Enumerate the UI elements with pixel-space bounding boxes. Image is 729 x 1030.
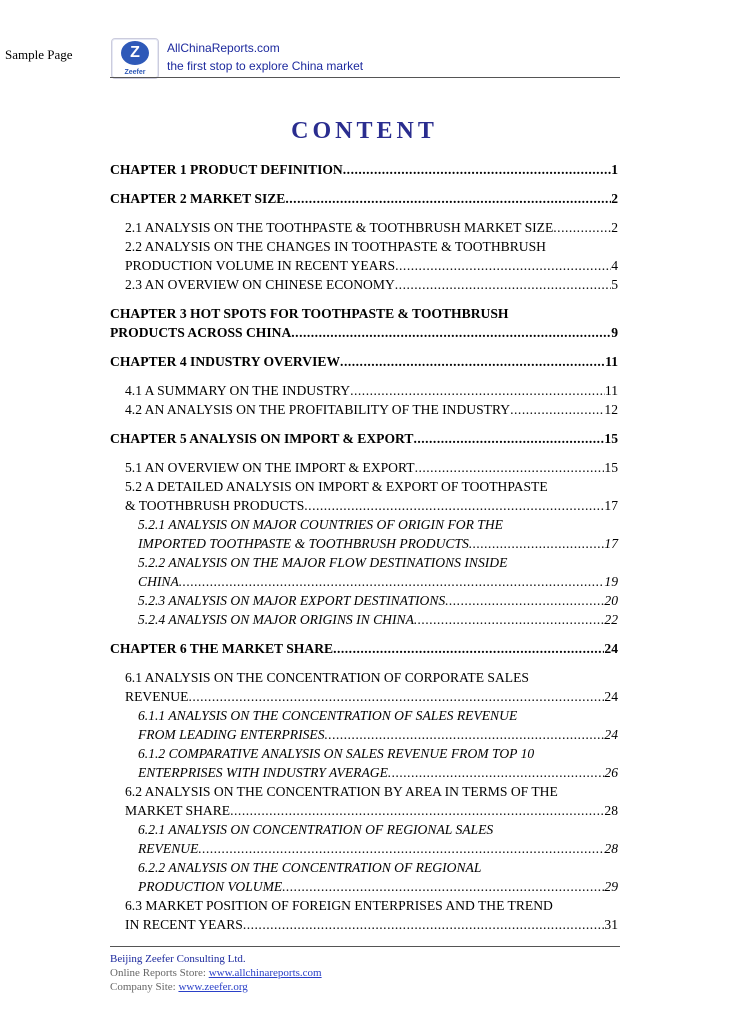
toc-entry-text: 5.2.4 ANALYSIS ON MAJOR ORIGINS IN CHINA: [138, 612, 414, 627]
toc-entry-text: 5.1 AN OVERVIEW ON THE IMPORT & EXPORT: [125, 460, 415, 475]
toc-entry-text: 5.2.2 ANALYSIS ON THE MAJOR FLOW DESTINATIONS INSIDE: [138, 555, 508, 570]
toc-entry-text: PRODUCTION VOLUME IN RECENT YEARS: [125, 258, 396, 273]
toc-dot-leader: [445, 591, 604, 610]
toc-dot-leader: [343, 160, 611, 179]
table-of-contents: [110, 160, 618, 934]
toc-entry[interactable]: [110, 352, 618, 371]
footer-store-label: Online Reports Store:: [110, 967, 209, 979]
toc-entry-text: 6.2.1 ANALYSIS ON CONCENTRATION OF REGIONAL SALES: [138, 822, 494, 837]
toc-page-number: 11: [604, 383, 618, 398]
toc-page-number: 24: [604, 689, 618, 704]
toc-entry-text: CHAPTER 2 MARKET SIZE: [110, 191, 286, 206]
toc-entry[interactable]: [110, 820, 618, 858]
sample-page-label: Sample Page: [5, 47, 73, 62]
toc-entry[interactable]: [110, 591, 618, 610]
logo-z-icon: Z: [121, 41, 149, 65]
toc-entry[interactable]: [110, 275, 618, 294]
toc-page-number: 17: [604, 536, 618, 551]
toc-entry-text: 6.2.2 ANALYSIS ON THE CONCENTRATION OF REGIONAL: [138, 860, 482, 875]
toc-dot-leader: [291, 323, 611, 342]
toc-entry[interactable]: [110, 553, 618, 591]
toc-dot-leader: [188, 687, 604, 706]
toc-entry[interactable]: [110, 610, 618, 629]
toc-dot-leader: [325, 725, 605, 744]
toc-page-number: 17: [604, 498, 618, 513]
footer-company: Beijing Zeefer Consulting Ltd.: [110, 953, 246, 965]
toc-dot-leader: [340, 352, 605, 371]
toc-entry-text: CHINA: [138, 574, 179, 589]
footer-site-label: Company Site:: [110, 981, 179, 993]
site-tagline: the first stop to explore China market: [167, 59, 364, 73]
toc-page-number: 31: [604, 917, 618, 932]
toc-dot-leader: [282, 877, 604, 896]
toc-entry-text: 4.1 A SUMMARY ON THE INDUSTRY: [125, 383, 351, 398]
toc-page-number: 28: [604, 841, 618, 856]
toc-dot-leader: [395, 256, 611, 275]
toc-page-number: 22: [604, 612, 618, 627]
toc-entry[interactable]: [110, 668, 618, 706]
toc-entry-text: REVENUE: [125, 689, 189, 704]
toc-entry-text: REVENUE: [138, 841, 199, 856]
toc-dot-leader: [304, 496, 604, 515]
toc-entry-text: CHAPTER 5 ANALYSIS ON IMPORT & EXPORT: [110, 431, 414, 446]
toc-dot-leader: [415, 458, 605, 477]
toc-entry-text: CHAPTER 3 HOT SPOTS FOR TOOTHPASTE & TOOTHBRUSH: [110, 306, 509, 321]
site-name: AllChinaReports.com: [167, 41, 280, 55]
toc-entry-text: 6.3 MARKET POSITION OF FOREIGN ENTERPRISES AND THE TREND: [125, 898, 553, 913]
toc-entry-text: 6.2 ANALYSIS ON THE CONCENTRATION BY AREA IN TERMS OF THE: [125, 784, 558, 799]
toc-page-number: 15: [604, 431, 618, 446]
toc-entry-text: IN RECENT YEARS: [125, 917, 243, 932]
toc-entry-text: CHAPTER 1 PRODUCT DEFINITION: [110, 162, 343, 177]
toc-page-number: 26: [604, 765, 618, 780]
toc-dot-leader: [285, 189, 611, 208]
toc-entry[interactable]: [110, 400, 618, 419]
toc-entry-text: 5.2.3 ANALYSIS ON MAJOR EXPORT DESTINATIONS: [138, 593, 446, 608]
toc-page-number: 5: [611, 277, 618, 292]
toc-dot-leader: [414, 610, 605, 629]
toc-entry[interactable]: [110, 477, 618, 515]
toc-entry-text: 4.2 AN ANALYSIS ON THE PROFITABILITY OF THE INDUSTRY: [125, 402, 511, 417]
toc-entry[interactable]: [110, 639, 618, 658]
toc-page-number: 2: [611, 191, 618, 206]
toc-entry[interactable]: [110, 160, 618, 179]
toc-entry-text: 2.3 AN OVERVIEW ON CHINESE ECONOMY: [125, 277, 395, 292]
footer-store-link[interactable]: www.allchinareports.com: [208, 967, 322, 979]
toc-page-number: 28: [604, 803, 618, 818]
toc-entry-text: 6.1 ANALYSIS ON THE CONCENTRATION OF CORPORATE SALES: [125, 670, 529, 685]
toc-page-number: 24: [604, 727, 618, 742]
toc-entry[interactable]: [110, 189, 618, 208]
toc-entry[interactable]: [110, 858, 618, 896]
toc-dot-leader: [230, 801, 604, 820]
toc-page-number: 11: [605, 354, 618, 369]
toc-page-number: 24: [604, 641, 618, 656]
toc-entry-text: CHAPTER 6 THE MARKET SHARE: [110, 641, 334, 656]
toc-entry-text: IMPORTED TOOTHPASTE & TOOTHBRUSH PRODUCTS: [138, 536, 469, 551]
toc-page-number: 12: [604, 402, 618, 417]
toc-entry-text: FROM LEADING ENTERPRISES: [138, 727, 325, 742]
toc-dot-leader: [388, 763, 604, 782]
toc-entry[interactable]: [110, 304, 618, 342]
toc-entry[interactable]: [110, 237, 618, 275]
zeefer-logo: [111, 38, 159, 79]
toc-dot-leader: [243, 915, 605, 934]
toc-entry-text: 6.1.2 COMPARATIVE ANALYSIS ON SALES REVENUE FROM TOP 10: [138, 746, 535, 761]
footer-divider: [110, 946, 620, 947]
toc-entry[interactable]: [110, 381, 618, 400]
toc-entry[interactable]: [110, 706, 618, 744]
toc-dot-leader: [510, 400, 604, 419]
toc-page-number: 9: [611, 325, 618, 340]
toc-entry-text: CHAPTER 4 INDUSTRY OVERVIEW: [110, 354, 341, 369]
toc-page-number: 2: [611, 220, 618, 235]
toc-entry[interactable]: [110, 515, 618, 553]
toc-entry-text: 2.2 ANALYSIS ON THE CHANGES IN TOOTHPASTE & TOOTHBRUSH: [125, 239, 546, 254]
toc-entry-text: MARKET SHARE: [125, 803, 231, 818]
toc-dot-leader: [179, 572, 605, 591]
toc-entry[interactable]: [110, 429, 618, 448]
toc-page-number: 4: [611, 258, 618, 273]
toc-dot-leader: [469, 534, 605, 553]
toc-entry[interactable]: [110, 744, 618, 782]
toc-entry[interactable]: [110, 218, 618, 237]
toc-page-number: 19: [604, 574, 618, 589]
toc-entry-text: & TOOTHBRUSH PRODUCTS: [125, 498, 305, 513]
toc-page-number: 20: [604, 593, 618, 608]
toc-dot-leader: [333, 639, 604, 658]
toc-entry-text: ENTERPRISES WITH INDUSTRY AVERAGE: [138, 765, 388, 780]
toc-entry[interactable]: [110, 896, 618, 934]
toc-entry-text: PRODUCTS ACROSS CHINA: [110, 325, 292, 340]
toc-dot-leader: [413, 429, 604, 448]
toc-entry[interactable]: [110, 458, 618, 477]
toc-entry-text: 2.1 ANALYSIS ON THE TOOTHPASTE & TOOTHBRUSH MARKET SIZE: [125, 220, 554, 235]
toc-page-number: 29: [604, 879, 618, 894]
footer: [110, 952, 322, 994]
toc-entry[interactable]: [110, 782, 618, 820]
toc-dot-leader: [553, 218, 611, 237]
toc-dot-leader: [395, 275, 611, 294]
header-divider: [110, 77, 620, 78]
page-title: CONTENT: [291, 118, 438, 144]
logo-brand-text: Zeefer: [124, 69, 146, 76]
toc-entry-text: PRODUCTION VOLUME: [138, 879, 283, 894]
toc-entry-text: 6.1.1 ANALYSIS ON THE CONCENTRATION OF SALES REVENUE: [138, 708, 518, 723]
footer-site-link[interactable]: www.zeefer.org: [178, 981, 248, 993]
toc-dot-leader: [198, 839, 604, 858]
toc-page-number: 1: [611, 162, 618, 177]
toc-entry-text: 5.2 A DETAILED ANALYSIS ON IMPORT & EXPORT OF TOOTHPASTE: [125, 479, 548, 494]
toc-dot-leader: [350, 381, 605, 400]
toc-entry-text: 5.2.1 ANALYSIS ON MAJOR COUNTRIES OF ORIGIN FOR THE: [138, 517, 503, 532]
toc-page-number: 15: [604, 460, 618, 475]
